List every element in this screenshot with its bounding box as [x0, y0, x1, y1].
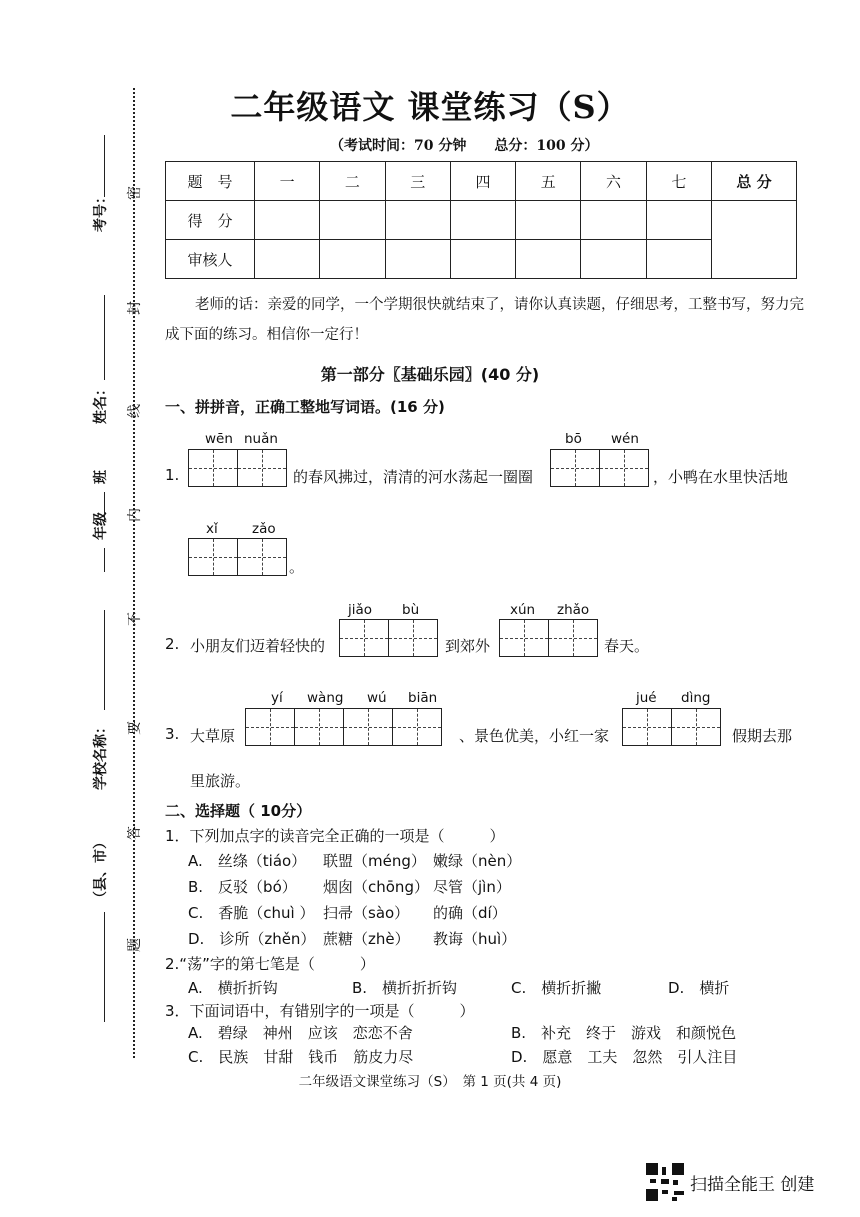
pinyin: jué: [636, 690, 657, 706]
table-total-label: 总 分: [712, 162, 797, 201]
pinyin: bō: [565, 431, 582, 447]
table-col-6: 六: [581, 162, 646, 201]
county-label: （县、市）: [93, 835, 109, 905]
writing-grid[interactable]: [188, 449, 287, 487]
sentence-text: 小朋友们迈着轻快的: [190, 637, 326, 655]
option-a[interactable]: A. 横折折钩: [188, 979, 278, 997]
grade-label: 年级: [93, 512, 109, 540]
option-d-word: 蔗糖（zhè）: [323, 930, 410, 948]
sentence-text: 里旅游。: [190, 772, 251, 790]
option-c[interactable]: C. 香脆（chuì ）: [188, 904, 315, 922]
sentence-text: 到郊外: [445, 637, 491, 655]
score-cell[interactable]: [581, 201, 646, 240]
q2-heading: 二、选择题（ 10分）: [165, 802, 312, 820]
question-stem: 2.“荡”字的第七笔是（ ）: [165, 955, 375, 973]
scanner-text: 扫描全能王 创建: [690, 1174, 815, 1195]
seal-char: 封: [127, 301, 143, 315]
sentence-text: 大草原: [190, 727, 236, 745]
pinyin: jiǎo: [348, 602, 373, 618]
reviewer-cell[interactable]: [516, 240, 581, 279]
reviewer-cell[interactable]: [450, 240, 515, 279]
option-c[interactable]: C. 民族 甘甜 钱币 筋皮力尽: [188, 1048, 414, 1066]
qr-code-icon: [646, 1163, 684, 1201]
option-a[interactable]: A. 丝绦（tiáo）: [188, 852, 307, 870]
part1-title: 第一部分〖基础乐园〗(40 分): [320, 365, 540, 384]
reviewer-cell[interactable]: [581, 240, 646, 279]
pinyin: xǐ: [206, 521, 218, 537]
pinyin: wàng: [307, 690, 344, 706]
option-d[interactable]: D. 横折: [668, 979, 730, 997]
seal-char: 要: [127, 721, 143, 735]
pinyin: zhǎo: [557, 602, 590, 618]
option-d-word: 教诲（huì）: [433, 930, 517, 948]
option-a[interactable]: A. 碧绿 神州 应该 恋恋不舍: [188, 1024, 413, 1042]
pinyin: biān: [408, 690, 438, 706]
sentence-text: 春天。: [604, 637, 650, 655]
writing-grid[interactable]: [499, 619, 598, 657]
pinyin: wú: [367, 690, 387, 706]
pinyin: bù: [402, 602, 420, 618]
name-label: 姓名：: [93, 382, 109, 424]
seal-char: 密: [127, 186, 143, 200]
score-cell[interactable]: [385, 201, 450, 240]
pinyin: dìng: [681, 690, 711, 706]
option-a-word: 嫩绿（nèn）: [433, 852, 522, 870]
writing-grid[interactable]: [339, 619, 438, 657]
page-footer: 二年级语文课堂练习（S） 第 1 页(共 4 页): [298, 1074, 562, 1090]
option-c[interactable]: C. 横折折撇: [511, 979, 602, 997]
item-number: 1.: [165, 466, 180, 484]
sentence-text: 的春风拂过，清清的河水荡起一圈圈: [293, 468, 534, 486]
class-line[interactable]: [104, 492, 105, 522]
pinyin: zǎo: [252, 521, 276, 537]
score-cell[interactable]: [450, 201, 515, 240]
school-label: 学校名称：: [93, 720, 109, 790]
option-c-word: 的确（dí）: [433, 904, 507, 922]
sentence-text: 、景色优美，小红一家: [459, 727, 610, 745]
table-col-4: 四: [450, 162, 515, 201]
scanner-watermark: [646, 1163, 814, 1201]
item-number: 3.: [165, 725, 180, 743]
exam-number-line[interactable]: [104, 135, 105, 197]
option-b[interactable]: B. 反驳（bó）: [188, 878, 297, 896]
table-row-reviewer-label: 审核人: [166, 240, 255, 279]
exam-number-label: 考号：: [93, 190, 109, 232]
binding-dotted-line: [133, 88, 135, 1058]
item-number: 2.: [165, 635, 180, 653]
pinyin: wén: [611, 431, 639, 447]
score-cell[interactable]: [320, 201, 385, 240]
question-stem: 1．下列加点字的读音完全正确的一项是（ ）: [165, 827, 505, 845]
sentence-text: 假期去那: [732, 727, 793, 745]
teacher-message: 老师的话：亲爱的同学，一个学期很快就结束了，请你认真读题，仔细思考，工整书写，努力完成下面的练习。相信你一定行！: [165, 297, 804, 343]
table-col-5: 五: [516, 162, 581, 201]
option-d[interactable]: D. 诊所（zhěn）: [188, 930, 316, 948]
option-a-word: 联盟（méng）: [323, 852, 426, 870]
sentence-text: ，小鸭在水里快活地: [653, 468, 789, 486]
class-label: 班: [93, 470, 109, 484]
option-b-word: 尽管（jìn）: [433, 878, 511, 896]
reviewer-cell[interactable]: [320, 240, 385, 279]
page-title: 二年级语文 课堂练习（S）: [230, 88, 630, 126]
table-col-2: 二: [320, 162, 385, 201]
option-b[interactable]: B. 横折折折钩: [352, 979, 458, 997]
pinyin: wēn: [205, 431, 233, 447]
seal-char: 不: [127, 612, 143, 626]
reviewer-cell[interactable]: [646, 240, 711, 279]
writing-grid[interactable]: [550, 449, 649, 487]
seal-char: 题: [127, 938, 143, 952]
exam-info: （考试时间：70 分钟 总分：100 分）: [330, 138, 599, 154]
table-col-3: 三: [385, 162, 450, 201]
score-cell[interactable]: [516, 201, 581, 240]
q1-heading: 一、拼拼音，正确工整地写词语。(16 分): [165, 398, 445, 416]
option-b-word: 烟囱（chōng）: [323, 878, 429, 896]
total-score-cell[interactable]: [712, 201, 797, 279]
school-line[interactable]: [104, 610, 105, 710]
table-row-score-label: 得 分: [166, 201, 255, 240]
writing-grid[interactable]: [245, 708, 442, 746]
grade-line[interactable]: [104, 548, 105, 572]
option-b[interactable]: B. 补充 终于 游戏 和颜悦色: [511, 1024, 737, 1042]
reviewer-cell[interactable]: [255, 240, 320, 279]
pinyin: nuǎn: [244, 431, 278, 447]
score-cell[interactable]: [646, 201, 711, 240]
reviewer-cell[interactable]: [385, 240, 450, 279]
seal-char: 内: [127, 508, 143, 522]
table-head-label: 题 号: [166, 162, 255, 201]
question-stem: 3．下面词语中，有错别字的一项是（ ）: [165, 1002, 475, 1020]
option-d[interactable]: D. 愿意 工夫 忽然 引人注目: [511, 1048, 738, 1066]
table-col-1: 一: [255, 162, 320, 201]
score-table: [165, 161, 797, 279]
pinyin: yí: [271, 690, 283, 706]
pinyin: xún: [510, 602, 536, 618]
sentence-text: 。: [289, 558, 305, 576]
option-c-word: 扫帚（sào）: [323, 904, 410, 922]
seal-char: 答: [127, 826, 143, 840]
writing-grid[interactable]: [188, 538, 287, 576]
writing-grid[interactable]: [622, 708, 721, 746]
score-cell[interactable]: [255, 201, 320, 240]
seal-char: 线: [127, 404, 143, 418]
table-col-7: 七: [646, 162, 711, 201]
county-line[interactable]: [104, 912, 105, 1022]
